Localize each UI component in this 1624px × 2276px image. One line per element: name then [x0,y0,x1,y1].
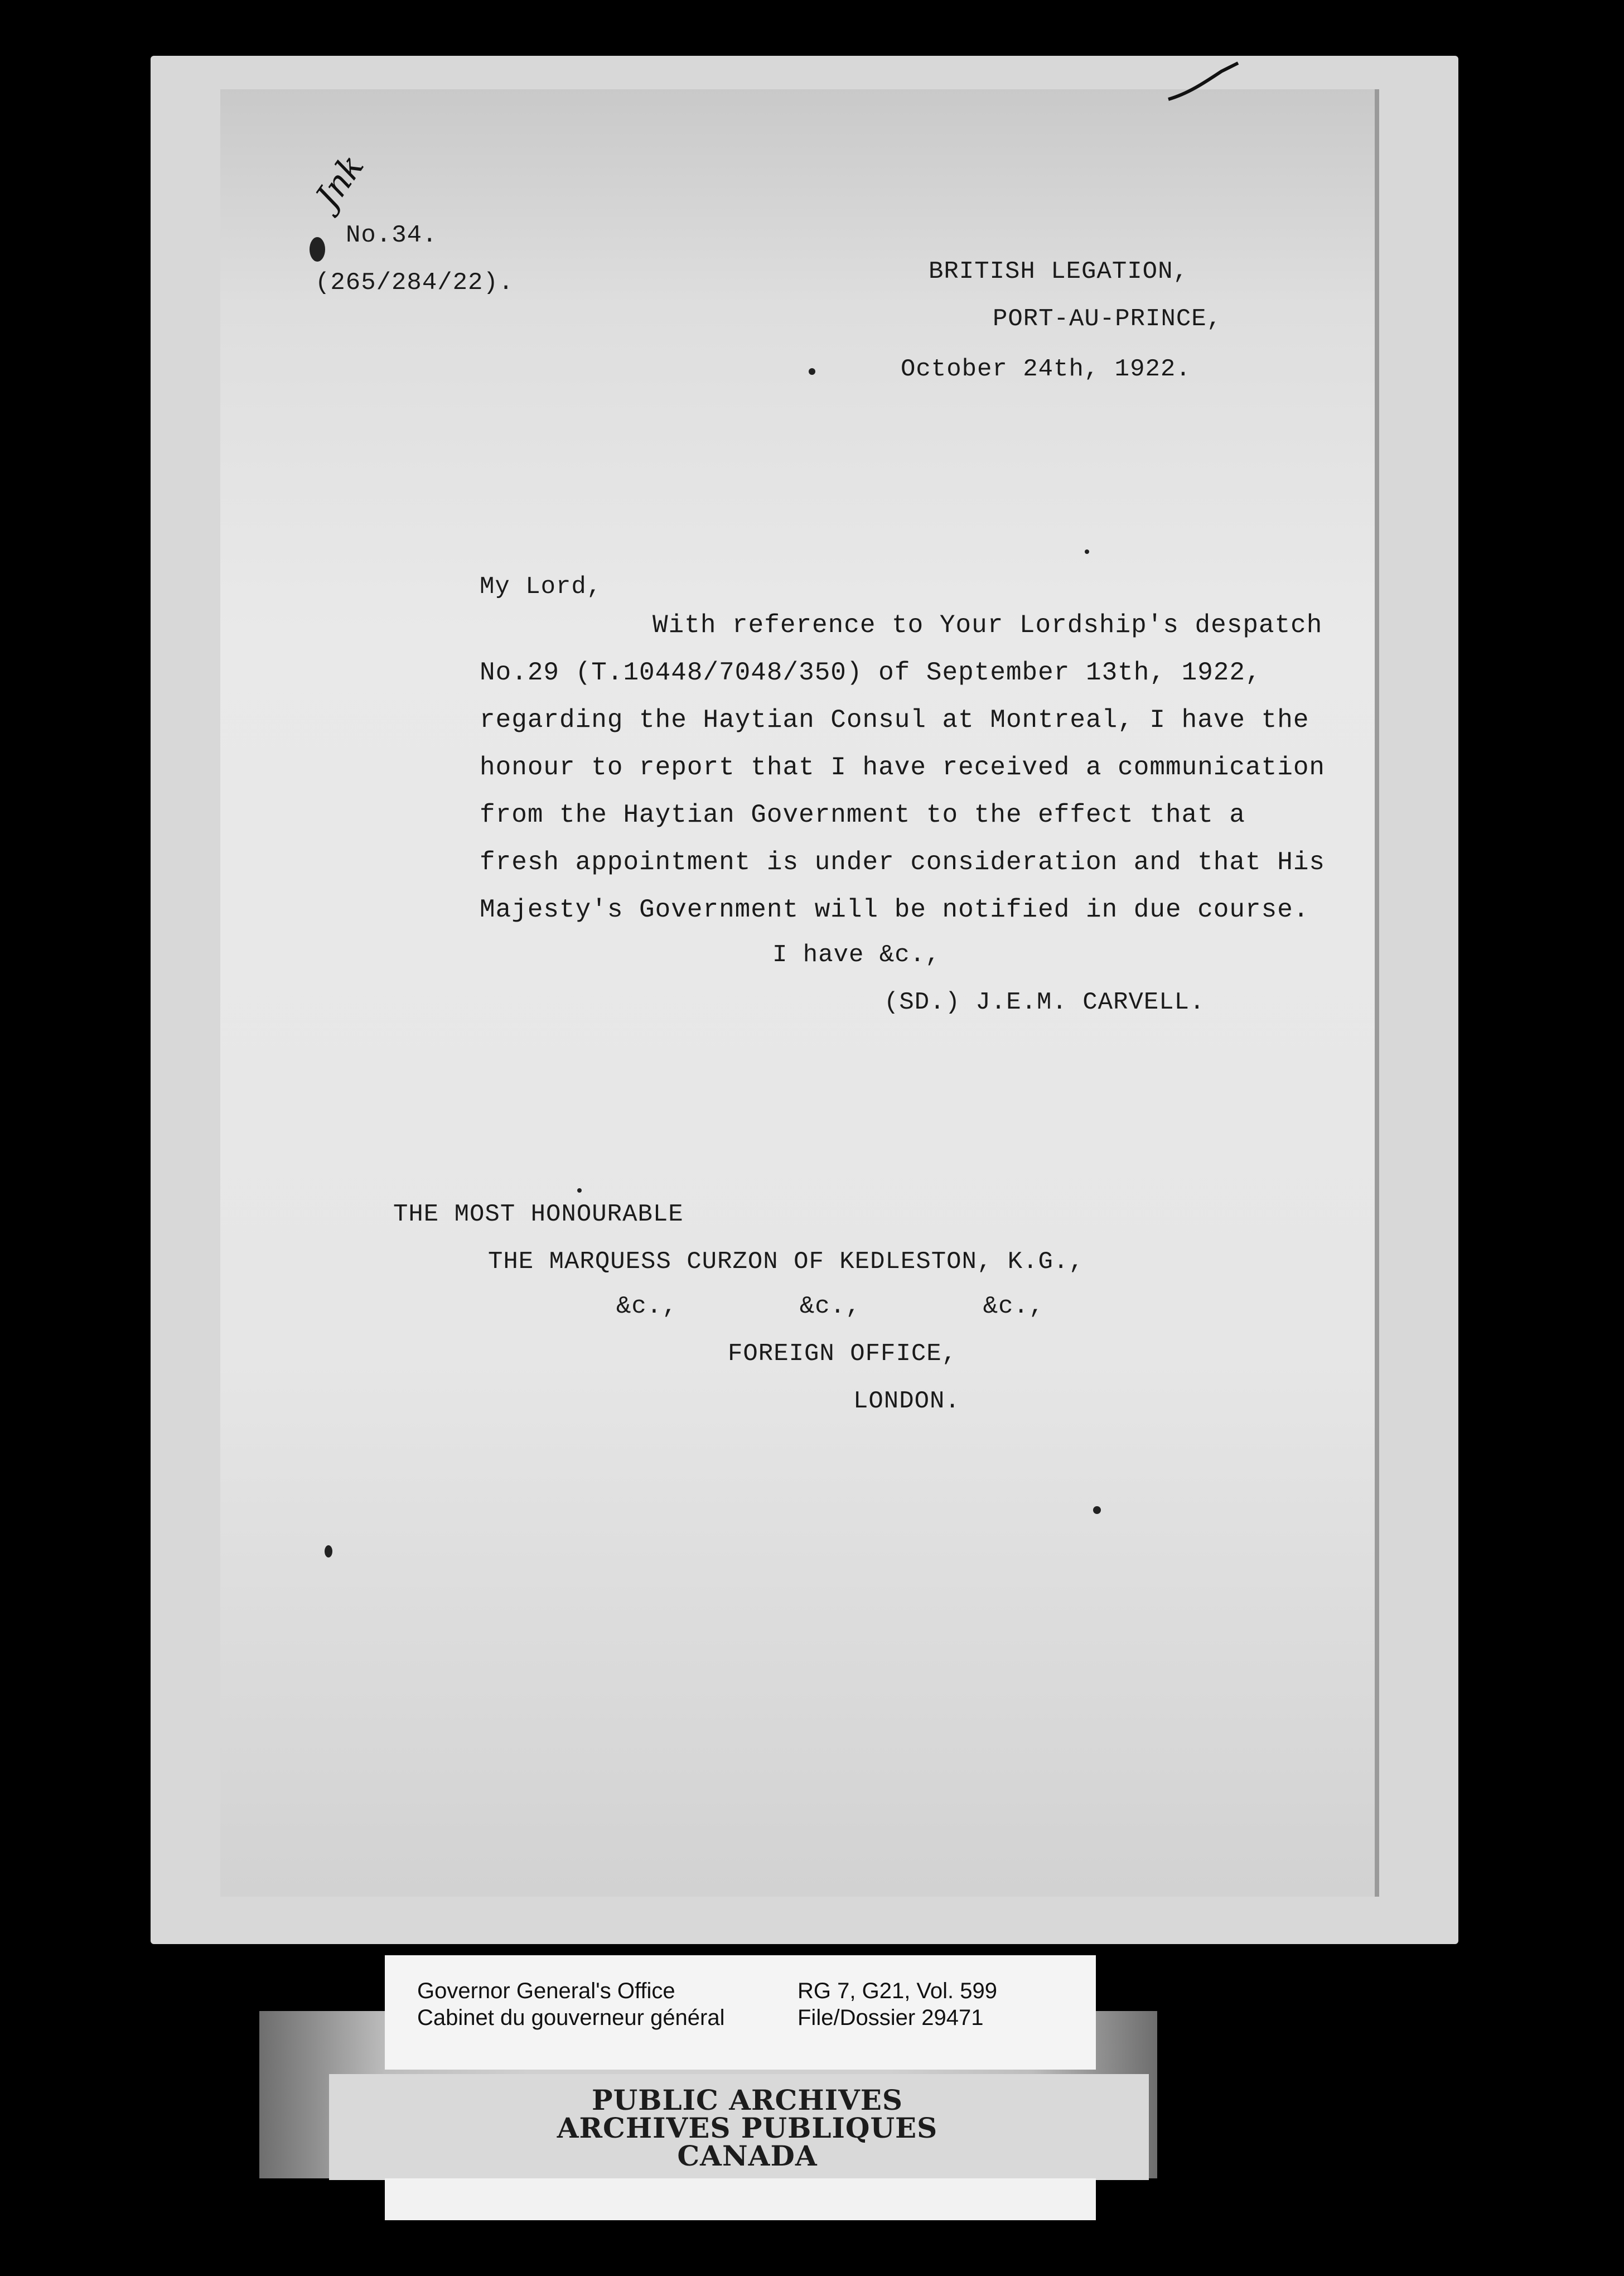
recipient-name: THE MARQUESS CURZON OF KEDLESTON, K.G., [488,1248,1084,1276]
office-english: Governor General's Office [417,1979,675,2003]
scan-speck [809,368,815,375]
archive-label-bottom [385,2178,1096,2220]
body-line: from the Haytian Government to the effect that a [480,801,1246,830]
file-reference: (265/284/22). [315,269,514,297]
punch-hole [310,237,325,262]
scan-speck [1093,1506,1101,1514]
file-number: File/Dossier 29471 [798,2005,984,2030]
signature: (SD.) J.E.M. CARVELL. [884,988,1205,1016]
despatch-number: No.34. [346,221,438,249]
recipient-office: FOREIGN OFFICE, [728,1340,958,1368]
handwritten-initials: Jnk [308,147,372,215]
scan-speck [1085,549,1089,554]
record-group: RG 7, G21, Vol. 599 [798,1979,997,2003]
sender-address-line-1: BRITISH LEGATION, [929,258,1188,286]
stamp-line-3: CANADA [677,2139,818,2172]
body-line: No.29 (T.10448/7048/350) of September 13th, 1922, [480,658,1262,687]
body-line: honour to report that I have received a communication [480,753,1326,782]
body-line: Majesty's Government will be notified in due course. [480,895,1309,924]
closing: I have &c., [772,941,941,969]
body-line: fresh appointment is under consideration and that His [480,848,1326,877]
stamp-line-1: PUBLIC ARCHIVES [592,2084,903,2116]
salutation: My Lord, [480,573,602,601]
recipient-title: THE MOST HONOURABLE [393,1200,684,1228]
recipient-city: LONDON. [853,1387,960,1415]
pen-mark [1166,60,1244,105]
sender-address-line-2: PORT-AU-PRINCE, [993,305,1222,333]
archive-reference-label [385,1955,1096,2070]
body-line: regarding the Haytian Consul at Montreal, I have the [480,706,1309,735]
office-french: Cabinet du gouverneur général [417,2005,725,2030]
recipient-etc: &c., &c., &c., [616,1293,1045,1320]
scan-speck [577,1188,582,1193]
scan-speck [325,1545,332,1557]
letter-date: October 24th, 1922. [901,355,1191,383]
stamp-line-2: ARCHIVES PUBLIQUES [557,2111,938,2144]
body-line: With reference to Your Lordship's despatch [652,611,1323,640]
